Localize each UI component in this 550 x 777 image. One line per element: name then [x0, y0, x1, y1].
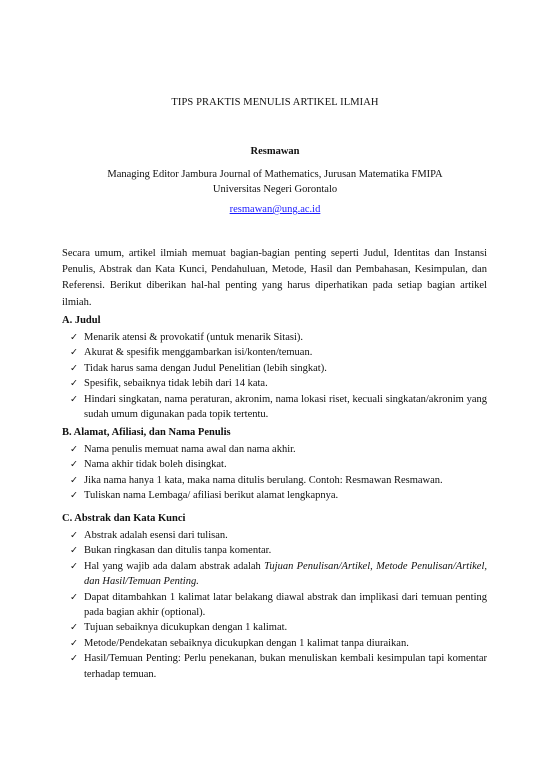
document-title: TIPS PRAKTIS MENULIS ARTIKEL ILMIAH — [171, 97, 379, 108]
checkmark-icon: ✓ — [70, 444, 78, 455]
section-alamat-afiliasi — [62, 425, 487, 504]
list-item: ✓ Tuliskan nama Lembaga/ afiliasi berikut alamat lengkapnya. — [62, 488, 487, 503]
checkmark-icon: ✓ — [70, 474, 78, 486]
list-item: ✓ Menarik atensi & provokatif (untuk menarik Sitasi). — [62, 330, 487, 345]
checkmark-icon: ✓ — [70, 459, 78, 471]
checkmark-icon: ✓ — [70, 622, 78, 634]
italic-phrase: Tujuan Penulisan/Artikel, Metode Penulisan/Artikel, dan Hasil/Temuan Penting. — [84, 560, 488, 588]
list-item: ✓ Abstrak adalah esensi dari tulisan. — [62, 528, 487, 543]
intro-paragraph: Secara umum, artikel ilmiah memuat bagian-bagian penting seperti Judul, Identitas dan Instansi Penulis, Abstrak dan Kata Kunci, Pendahuluan, Metode, Hasil dan Pembahasan, Kesimpulan, dan Referensi. Berikut diberikan hal-hal penting yang harus diperhatikan pada setiap bagian artikel ilmiah. — [62, 248, 487, 308]
list-item: ✓ Hindari singkatan, nama peraturan, akronim, nama lokasi riset, kecuali singkatan/akronim yang sudah umum digunakan pada topik tertentu. — [70, 393, 487, 421]
section-judul — [62, 313, 487, 422]
list-item: ✓ Tidak harus sama dengan Judul Penelitian (lebih singkat). — [62, 361, 487, 376]
list-item: ✓ Spesifik, sebaiknya tidak lebih dari 14 kata. — [62, 376, 487, 391]
list-item: ✓ Hal yang wajib ada dalam abstrak adalah Tujuan Penulisan/Artikel, Metode Penulisan/Artikel, dan Hasil/Temuan Penting. — [70, 560, 488, 588]
checkmark-icon: ✓ — [70, 560, 78, 572]
checklist — [62, 442, 487, 504]
checkmark-icon: ✓ — [70, 545, 78, 557]
author-email — [0, 204, 550, 215]
email-link[interactable]: resmawan@ung.ac.id — [229, 204, 321, 215]
list-item: ✓ Nama penulis memuat nama awal dan nama akhir. — [62, 442, 487, 457]
section-abstrak — [62, 511, 487, 682]
checklist — [62, 528, 487, 682]
checkmark-icon: ✓ — [70, 653, 78, 665]
list-item: ✓ Metode/Pendekatan sebaiknya dicukupkan dengan 1 kalimat tanpa diuraikan. — [62, 636, 487, 651]
list-item: ✓ Hasil/Temuan Penting: Perlu penekanan, bukan menuliskan kembali kesimpulan tapi komentar terhadap temuan. — [70, 653, 487, 680]
checkmark-icon: ✓ — [70, 332, 78, 343]
list-item: ✓ Nama akhir tidak boleh disingkat. — [62, 457, 487, 472]
checkmark-icon: ✓ — [70, 591, 78, 603]
checkmark-icon: ✓ — [70, 490, 78, 502]
section-heading: A. Judul — [62, 315, 101, 326]
checkmark-icon: ✓ — [70, 347, 78, 359]
list-item: ✓ Tujuan sebaiknya dicukupkan dengan 1 kalimat. — [62, 620, 487, 635]
author-affiliation — [0, 167, 550, 197]
checkmark-icon: ✓ — [70, 393, 78, 405]
section-heading: B. Alamat, Afiliasi, dan Nama Penulis — [62, 427, 231, 438]
checkmark-icon: ✓ — [70, 637, 78, 649]
author-name: Resmawan — [250, 146, 300, 157]
checkmark-icon: ✓ — [70, 530, 78, 541]
list-item: ✓ Jika nama hanya 1 kata, maka nama ditulis berulang. Contoh: Resmawan Resmawan. — [62, 473, 487, 488]
section-heading: C. Abstrak dan Kata Kunci — [62, 513, 186, 524]
affiliation-line-1: Managing Editor Jambura Journal of Mathematics, Jurusan Matematika FMIPA — [107, 169, 443, 180]
list-item: ✓ Dapat ditambahkan 1 kalimat latar belakang diawal abstrak dan implikasi dari temuan penting pada bagian akhir (optional). — [70, 591, 487, 619]
checkmark-icon: ✓ — [70, 362, 78, 374]
list-item: ✓ Akurat & spesifik menggambarkan isi/konten/temuan. — [62, 345, 487, 360]
list-item: ✓ Bukan ringkasan dan ditulis tanpa komentar. — [62, 543, 487, 558]
checkmark-icon: ✓ — [70, 378, 78, 390]
checklist — [62, 330, 487, 422]
affiliation-line-2: Universitas Negeri Gorontalo — [212, 184, 338, 195]
